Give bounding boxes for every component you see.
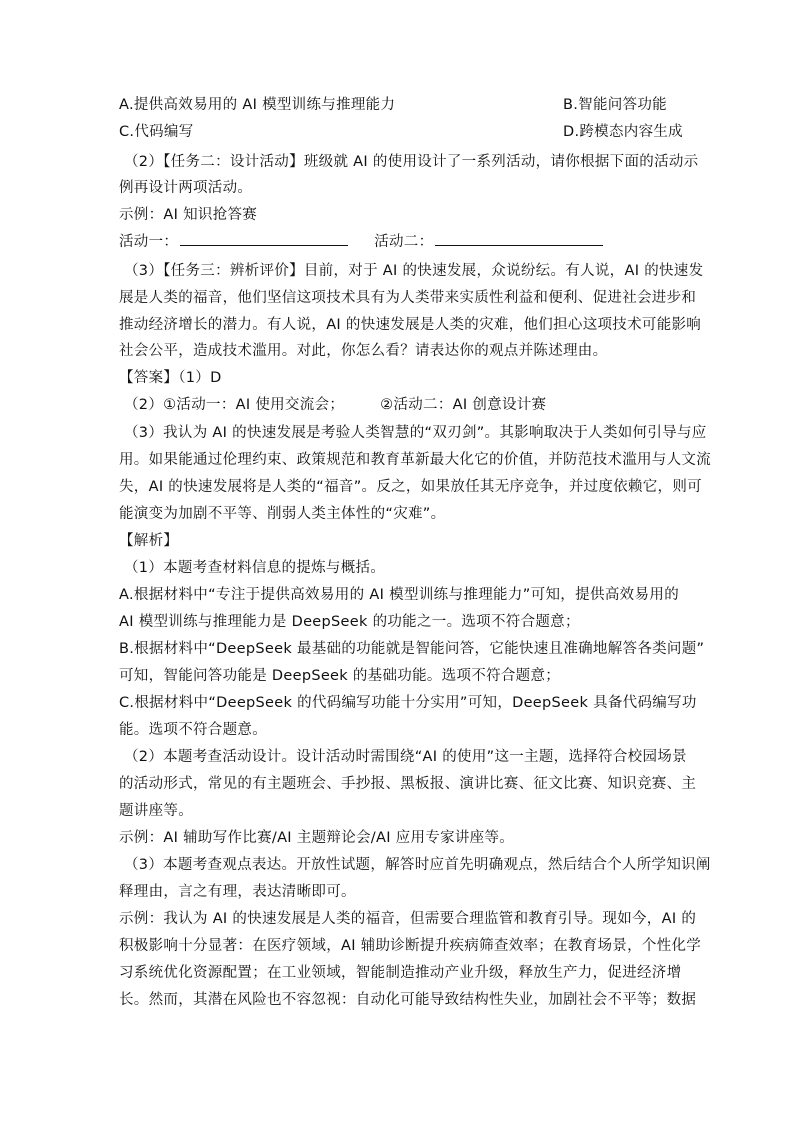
analysis-b-line-1: B.根据材料中“DeepSeek 最基础的功能就是智能问答，它能快速且准确地解答各类问题” <box>119 641 705 657</box>
analysis-c-line-2: 能。选项不符合题意。 <box>119 722 267 738</box>
analysis-3-line-1: （3）本题考查观点表达。开放性试题，解答时应首先明确观点，然后结合个人所学知识阐 <box>124 857 711 873</box>
answer-1: （1）D <box>178 370 222 386</box>
analysis-heading: 【解析】 <box>119 533 179 549</box>
option-b: B.智能问答功能 <box>563 97 667 113</box>
analysis-3-line-2: 释理由，言之有理，表达清晰即可。 <box>119 884 356 900</box>
analysis-2-line-1: （2）本题考查活动设计。设计活动时需围绕“AI 的使用”这一主题，选择符合校园场景 <box>124 749 687 765</box>
task2-line-1: （2）【任务二：设计活动】班级就 AI 的使用设计了一系列活动，请你根据下面的活动示 <box>124 154 699 170</box>
answer-row-1 <box>119 369 679 387</box>
analysis-3-example-line-4: 长。然而，其潜在风险也不容忽视：自动化可能导致结构性失业，加剧社会不平等；数据 <box>119 992 697 1008</box>
analysis-b-line-2: 可知，智能问答功能是 DeepSeek 的基础功能。选项不符合题意； <box>119 668 561 684</box>
analysis-3-example-line-2: 积极影响十分显著：在医疗领域，AI 辅助诊断提升疾病筛查效率；在教育场景，个性化学 <box>119 938 702 954</box>
activity2-label: 活动二： <box>374 234 434 250</box>
analysis-a-line-2: AI 模型训练与推理能力是 DeepSeek 的功能之一。选项不符合题意； <box>119 614 580 630</box>
answer-2-part2: ②活动二：AI 创意设计赛 <box>380 397 547 413</box>
analysis-2-line-3: 题讲座等。 <box>119 803 193 819</box>
option-row-ab <box>119 96 679 114</box>
activity1-label: 活动一： <box>119 234 179 250</box>
answer-3-line-3: 失，AI 的快速发展将是人类的“福音”。反之，如果放任其无序竞争，并过度依赖它，则可 <box>119 479 702 495</box>
answer-3-line-1: （3）我认为 AI 的快速发展是考验人类智慧的“双刃剑”。其影响取决于人类如何引导与应 <box>124 425 707 441</box>
task3-line-4: 社会公平，造成技术滥用。对此，你怎么看？请表达你的观点并陈述理由。 <box>119 343 608 359</box>
answer-heading: 【答案】 <box>119 370 179 386</box>
task2-activities <box>119 233 679 251</box>
task2-example: 示例：AI 知识抢答赛 <box>119 207 258 223</box>
analysis-2-example: 示例：AI 辅助写作比赛/AI 主题辩论会/AI 应用专家讲座等。 <box>119 830 515 846</box>
analysis-3-example-line-3: 习系统优化资源配置；在工业领域，智能制造推动产业升级，释放生产力，促进经济增 <box>119 965 682 981</box>
answer-3-line-4: 能演变为加剧不平等、削弱人类主体性的“灾难”。 <box>119 506 446 522</box>
analysis-3-example-line-1: 示例：我认为 AI 的快速发展是人类的福音，但需要合理监管和教育引导。现如今，AI 的 <box>119 911 697 927</box>
task3-line-3: 推动经济增长的潜力。有人说，AI 的快速发展是人类的灾难，他们担心这项技术可能影响 <box>119 317 702 333</box>
analysis-a-line-1: A.根据材料中“专注于提供高效易用的 AI 模型训练与推理能力”可知，提供高效易用的 <box>119 587 679 603</box>
option-d: D.跨模态内容生成 <box>563 124 683 140</box>
activity1-blank <box>180 233 348 246</box>
task3-line-1: （3）【任务三：辨析评价】目前，对于 AI 的快速发展，众说纷纭。有人说，AI 的快速发 <box>124 263 704 279</box>
analysis-p1: （1）本题考查材料信息的提炼与概括。 <box>124 560 386 576</box>
answer-row-2 <box>124 396 684 414</box>
activity2-blank <box>435 233 603 246</box>
answer-2-part1: （2）①活动一：AI 使用交流会； <box>124 397 345 413</box>
analysis-2-line-2: 的活动形式，常见的有主题班会、手抄报、黑板报、演讲比赛、征文比赛、知识竞赛、主 <box>119 776 697 792</box>
answer-3-line-2: 用。如果能通过伦理约束、政策规范和教育革新最大化它的价值，并防范技术滥用与人文流 <box>119 452 711 468</box>
task2-line-2: 例再设计两项活动。 <box>119 180 253 196</box>
task3-line-2: 展是人类的福音，他们坚信这项技术具有为人类带来实质性利益和便利、促进社会进步和 <box>119 290 697 306</box>
option-c: C.代码编写 <box>119 124 194 140</box>
option-a: A.提供高效易用的 AI 模型训练与推理能力 <box>119 97 396 113</box>
option-row-cd <box>119 123 683 141</box>
analysis-c-line-1: C.根据材料中“DeepSeek 的代码编写功能十分实用”可知，DeepSeek 具备代码编写功 <box>119 695 697 711</box>
